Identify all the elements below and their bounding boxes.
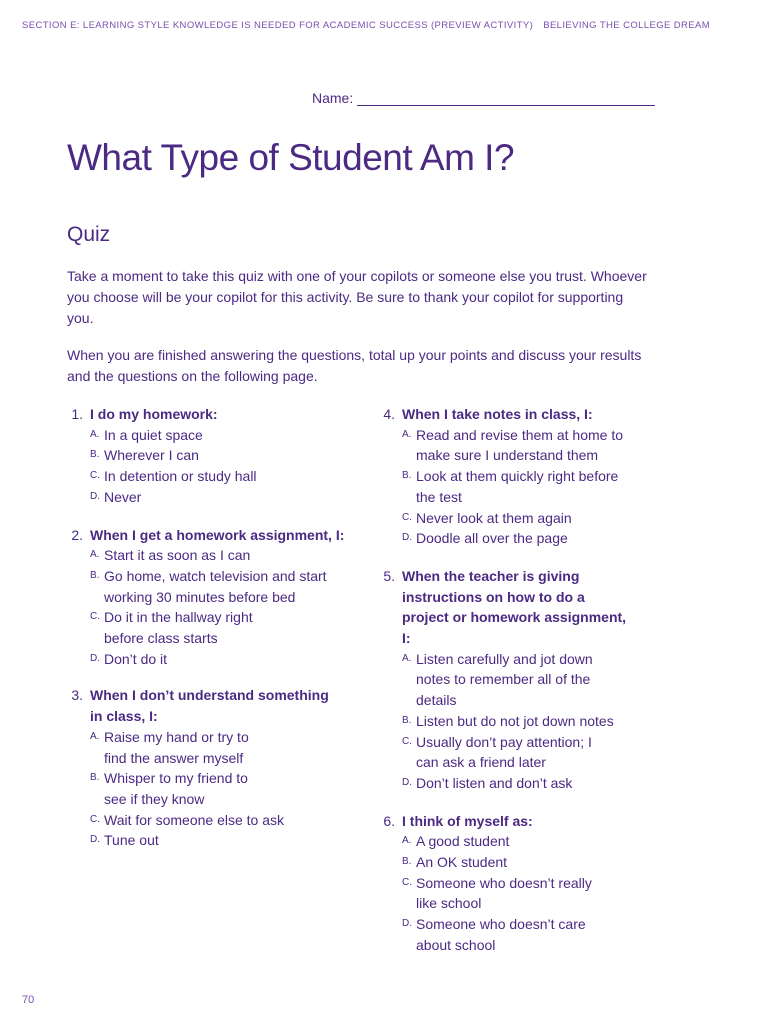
option-letter: D. (90, 834, 100, 846)
option-b (90, 566, 344, 607)
option-text: In a quiet space (104, 426, 203, 443)
option-letter: B. (90, 569, 100, 581)
option-text: An OK student (416, 854, 508, 871)
name-row (312, 90, 655, 106)
option-letter: C. (402, 511, 412, 523)
option-b (402, 711, 669, 732)
section-header: SECTION E: LEARNING STYLE KNOWLEDGE IS NEEDED FOR ACADEMIC SUCCESS (PREVIEW ACTIVITY) (22, 20, 534, 31)
option-a (402, 649, 621, 711)
option-text: Don’t listen and don’t ask (416, 774, 573, 791)
option-text: Go home, watch television and start working 30 minutes before bed (104, 567, 327, 605)
option-text: Wherever I can (104, 447, 199, 464)
option-text: Raise my hand or try to find the answer myself (104, 728, 249, 766)
option-text: Whisper to my friend to see if they know (104, 770, 248, 807)
question-number: 4. (383, 406, 395, 422)
option-letter: A. (90, 730, 100, 742)
option-letter: D. (402, 532, 412, 544)
option-text: Start it as soon as I can (104, 547, 251, 564)
question-number: 3. (71, 687, 83, 704)
running-header (22, 20, 710, 31)
question-6 (379, 811, 669, 956)
option-letter: A. (402, 652, 412, 664)
question-number: 6. (383, 812, 395, 829)
option-text: Never (104, 488, 142, 505)
question-1 (67, 404, 357, 508)
option-c (402, 873, 616, 914)
question-text: When I don’t understand something in class, I: (90, 687, 329, 725)
name-label: Name: (312, 90, 354, 106)
option-letter: D. (90, 652, 100, 664)
option-c (90, 466, 357, 487)
option-text: Do it in the hallway right before class starts (104, 609, 253, 647)
option-d (402, 773, 669, 794)
option-a (90, 425, 357, 446)
option-b (90, 445, 357, 466)
question-number: 1. (71, 406, 83, 422)
option-b (402, 852, 669, 873)
option-d (90, 649, 357, 670)
option-letter: A. (90, 428, 100, 440)
option-text: Wait for someone else to ask (104, 811, 285, 828)
option-text: Don’t do it (104, 650, 168, 667)
option-letter: A. (402, 428, 412, 440)
option-text: Someone who doesn’t care about school (416, 916, 586, 953)
option-text: Listen carefully and jot down notes to remember all of the details (416, 650, 593, 709)
page-title: What Type of Student Am I? (67, 137, 515, 178)
option-text: In detention or study hall (104, 468, 257, 485)
intro-paragraph: Take a moment to take this quiz with one of your copilots or someone else you trust. Whoever you choose will be your copilot for this activity. Be sure to thank your copilot for supporting you. (67, 268, 647, 326)
option-a (90, 545, 357, 566)
instructions-paragraph: When you are finished answering the questions, total up your points and discuss your results and the questions on the following page. (67, 347, 642, 384)
option-text: Usually don’t pay attention; I can ask a friend later (416, 733, 592, 771)
option-a (402, 831, 669, 852)
option-letter: B. (90, 449, 100, 461)
option-letter: D. (402, 918, 412, 930)
question-number: 2. (71, 526, 83, 543)
question-2 (67, 525, 357, 670)
option-d (402, 528, 669, 549)
option-letter: C. (402, 876, 412, 888)
option-letter: B. (402, 470, 412, 482)
option-letter: C. (90, 813, 100, 825)
option-a (90, 727, 269, 768)
option-letter: B. (402, 714, 412, 726)
option-letter: A. (402, 835, 412, 847)
question-text: I do my homework: (90, 406, 218, 422)
questions-left-column (67, 404, 357, 868)
option-letter: C. (90, 611, 100, 623)
option-letter: B. (90, 772, 100, 784)
question-3 (67, 685, 357, 851)
option-c (90, 810, 357, 831)
question-text: When I take notes in class, I: (402, 406, 593, 422)
option-c (402, 732, 616, 773)
questions-right-column (379, 404, 669, 973)
question-text: When the teacher is giving instructions on how to do a project or homework assignment, I: (402, 567, 627, 647)
option-a (402, 425, 636, 466)
option-d (90, 487, 357, 508)
question-number: 5. (383, 567, 395, 584)
option-d (90, 830, 357, 851)
option-text: Listen but do not jot down notes (416, 712, 614, 729)
option-b (90, 768, 264, 809)
question-text: I think of myself as: (402, 812, 533, 829)
option-letter: D. (90, 490, 100, 502)
option-d (402, 914, 616, 955)
option-letter: C. (90, 470, 100, 482)
option-letter: B. (402, 856, 412, 868)
option-text: Doodle all over the page (416, 530, 568, 547)
section-subtitle: Quiz (67, 223, 111, 246)
name-field-line[interactable] (357, 91, 655, 106)
question-text: When I get a homework assignment, I: (90, 526, 345, 543)
option-letter: C. (402, 735, 412, 747)
option-text: Someone who doesn’t really like school (416, 874, 592, 912)
page-number: 70 (22, 994, 35, 1006)
option-text: Tune out (104, 832, 159, 849)
book-header: BELIEVING THE COLLEGE DREAM (543, 20, 711, 31)
option-text: Never look at them again (416, 509, 572, 526)
option-c (402, 508, 669, 529)
option-text: A good student (416, 833, 510, 850)
option-letter: A. (90, 549, 100, 561)
option-c (90, 607, 274, 648)
option-text: Look at them quickly right before the test (416, 468, 619, 505)
option-text: Read and revise them at home to make sure I understand them (416, 426, 624, 464)
option-letter: D. (402, 776, 412, 788)
option-b (402, 466, 641, 507)
question-4 (379, 404, 669, 549)
question-5 (379, 566, 669, 794)
